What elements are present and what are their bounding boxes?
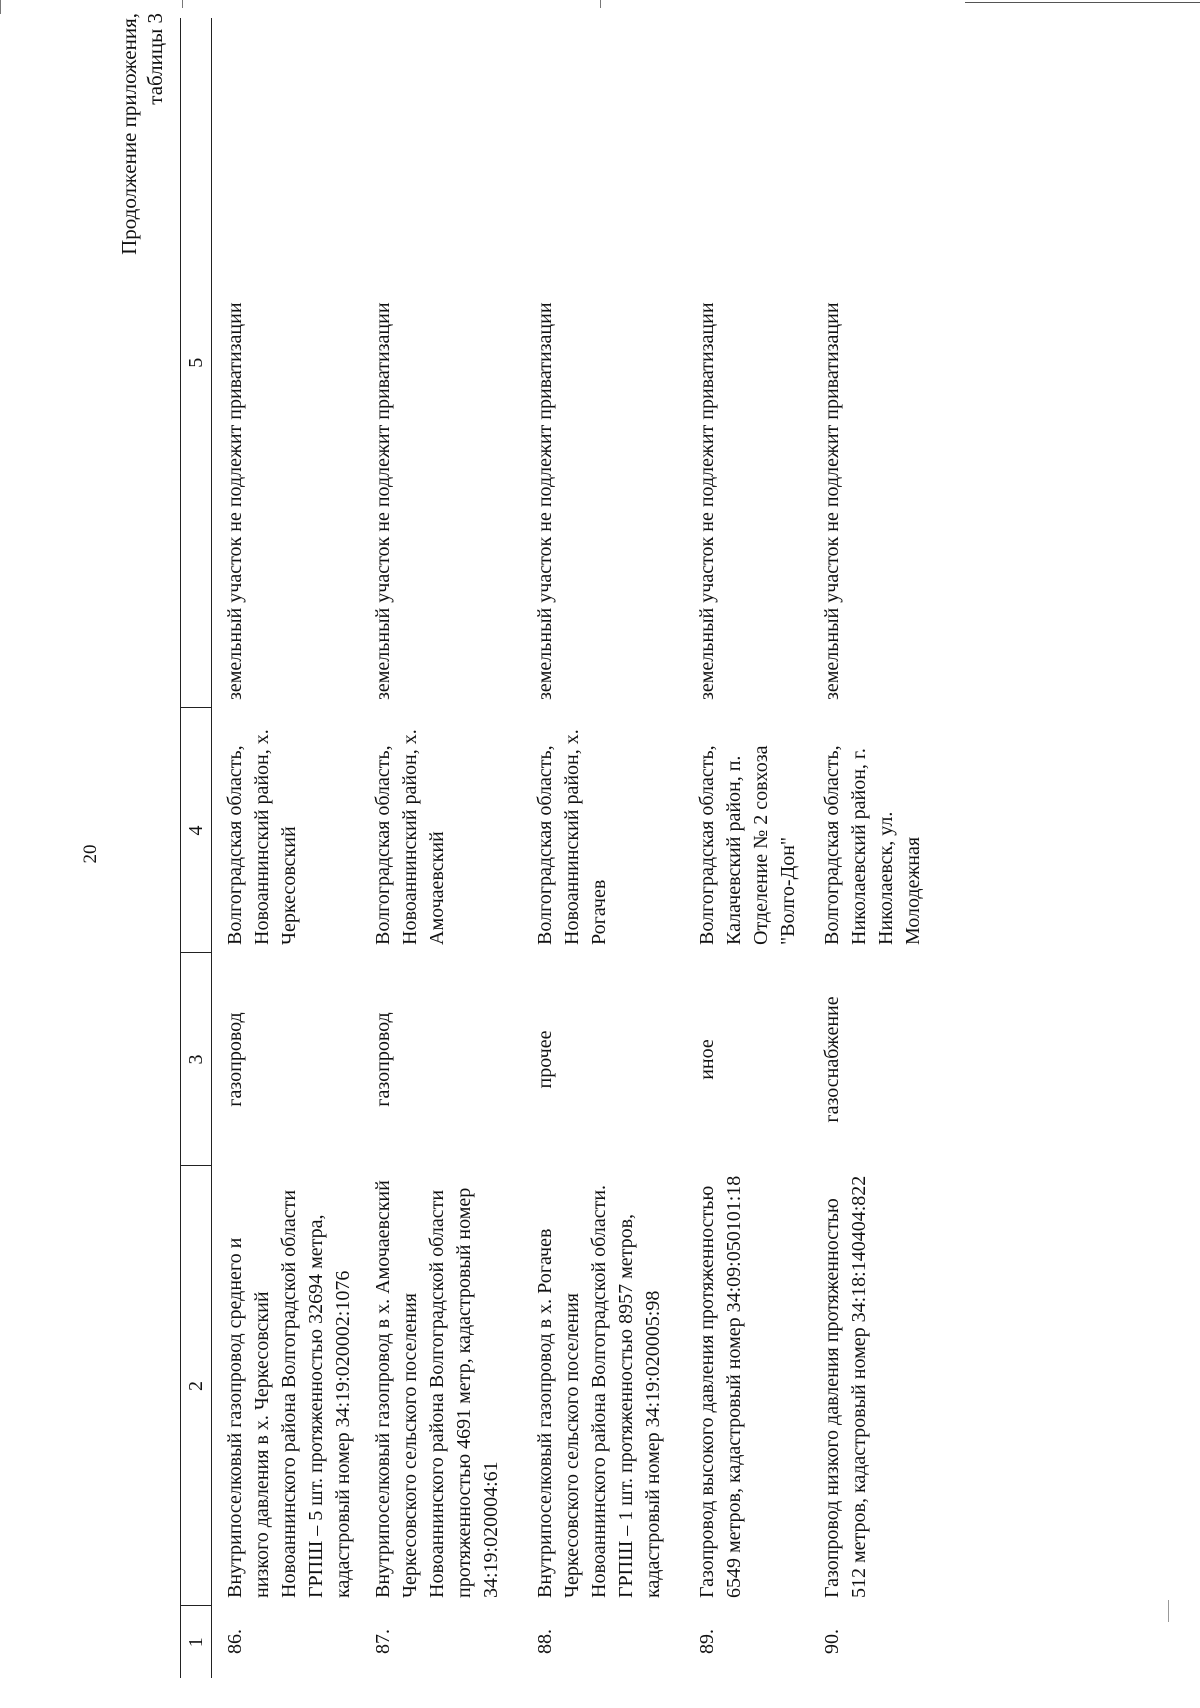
object-type: прочее <box>534 1030 556 1089</box>
object-description: Внутрипоселковый газопровод в х. Рогачев Черкесовского сельского поселения Новоаннинского района Волгоградской области. ГРПШ – 1 шт. протяженностью 8957 метров, кадастровый номер 34:19:020005:98 <box>534 1184 664 1598</box>
column-header-4: 4 <box>181 708 212 953</box>
caption-line: Продолжение приложения, <box>117 13 141 255</box>
row-number: 89. <box>696 1629 718 1654</box>
property-table <box>180 18 935 1678</box>
object-description: Внутрипоселковый газопровод в х. Амочаевский Черкесовского сельского поселения Новоаннинского района Волгоградской области протяженностью 4691 метр, кадастровый номер 34:19:020004:61 <box>372 1180 502 1598</box>
object-note: земельный участок не подлежит приватизации <box>534 302 556 700</box>
object-address: Волгоградская область, Калачевский район, п. Отделение № 2 совхоза "Волго-Дон" <box>696 745 799 945</box>
object-type: газоснабжение <box>821 996 843 1123</box>
object-address: Волгоградская область, Новоаннинский район, х. Черкесовский <box>224 729 300 945</box>
object-description: Внутрипоселковый газопровод среднего и низкого давления в х. Черкесовский Новоаннинского района Волгоградской области ГРПШ – 5 шт. протяженностью 32694 метра, кадастровый номер 34:19:020002:1076 <box>224 1189 354 1598</box>
table-header-row <box>181 18 212 1678</box>
row-number: 87. <box>372 1629 394 1654</box>
table-row <box>522 18 684 1678</box>
column-header-2: 2 <box>181 1166 212 1606</box>
object-note: земельный участок не подлежит приватизации <box>372 302 394 700</box>
row-number: 86. <box>224 1629 246 1654</box>
table-row <box>212 18 361 1678</box>
object-address: Волгоградская область, Николаевский район, г. Николаевск, ул. Молодежная <box>821 745 924 945</box>
object-description: Газопровод низкого давления протяженностью 512 метров, кадастровый номер 34:18:140404:822 <box>821 1175 870 1598</box>
object-type: иное <box>696 1039 718 1080</box>
table-caption <box>116 13 168 263</box>
column-header-5: 5 <box>181 18 212 708</box>
column-header-3: 3 <box>181 953 212 1166</box>
column-header-1: 1 <box>181 1606 212 1678</box>
object-description: Газопровод высокого давления протяженностью 6549 метров, кадастровый номер 34:09:050101:18 <box>696 1175 745 1598</box>
page-number: 20 <box>80 844 101 864</box>
object-type: газопровод <box>372 1012 394 1107</box>
table-row <box>360 18 522 1678</box>
row-number: 88. <box>534 1629 556 1654</box>
table-row <box>809 18 935 1678</box>
table-row <box>684 18 809 1678</box>
object-note: земельный участок не подлежит приватизации <box>821 302 843 700</box>
object-address: Волгоградская область, Новоаннинский район, х. Рогачев <box>534 729 610 945</box>
object-note: земельный участок не подлежит приватизации <box>224 302 246 700</box>
property-table-wrapper <box>180 18 935 1678</box>
object-type: газопровод <box>224 1012 246 1107</box>
caption-line: таблицы 3 <box>143 13 167 105</box>
object-address: Волгоградская область, Новоаннинский район, х. Амочаевский <box>372 729 448 945</box>
object-note: земельный участок не подлежит приватизации <box>696 302 718 700</box>
row-number: 90. <box>821 1629 843 1654</box>
